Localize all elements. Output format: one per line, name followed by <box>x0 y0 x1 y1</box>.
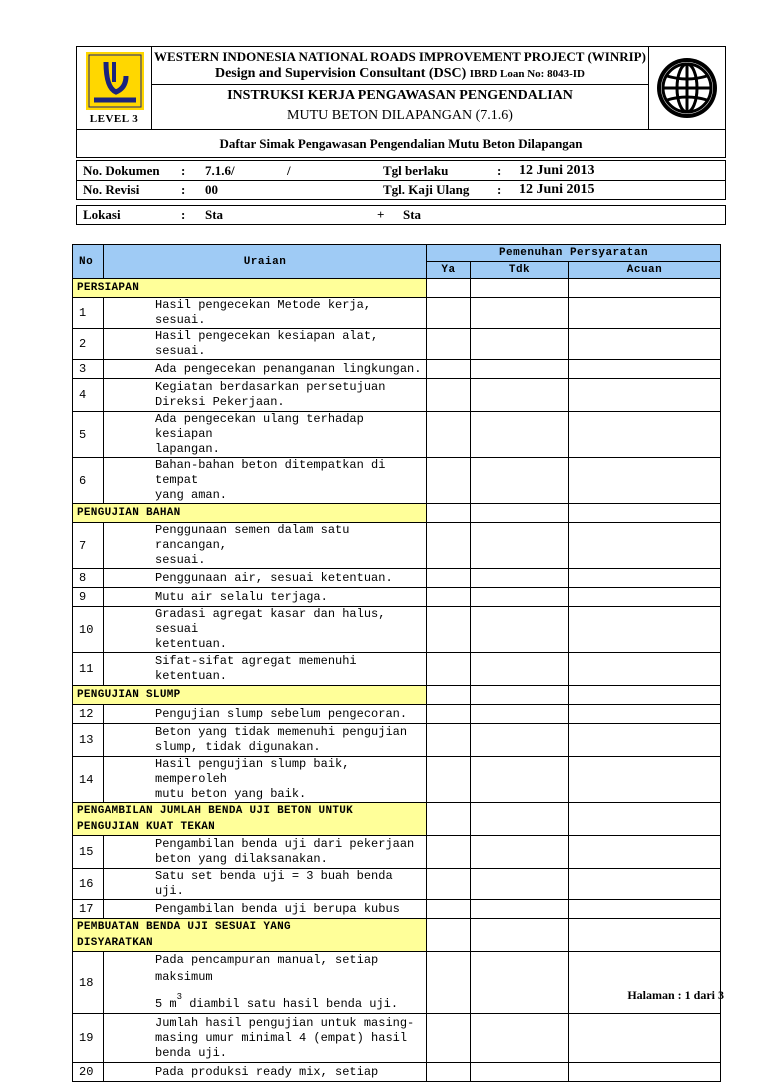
colon: : <box>181 182 186 197</box>
row-description: Hasil pengecekan Metode kerja, sesuai. <box>104 298 427 329</box>
row-description-line: Sifat-sifat agregat memenuhi <box>155 654 357 668</box>
row-number: 19 <box>73 1014 104 1063</box>
check-cell-acuan[interactable] <box>569 523 721 569</box>
header-divider <box>151 84 649 85</box>
check-cell-tdk[interactable] <box>471 298 569 329</box>
row-description-line: Pada pencampuran manual, setiap maksimum <box>155 953 379 984</box>
check-cell-acuan[interactable] <box>569 607 721 653</box>
review-date-label: Tgl. Kaji Ulang <box>383 182 470 197</box>
row-description: Hasil pengecekan kesiapan alat, sesuai. <box>104 329 427 360</box>
table-row <box>73 952 721 1014</box>
check-cell-ya[interactable] <box>427 523 471 569</box>
check-cell-ya[interactable] <box>427 869 471 900</box>
table-row <box>73 1063 721 1082</box>
header-no: No <box>73 245 104 279</box>
check-cell-tdk[interactable] <box>471 329 569 360</box>
check-cell-acuan[interactable] <box>569 1014 721 1063</box>
row-number: 11 <box>73 653 104 686</box>
row-description <box>104 724 427 757</box>
check-cell-tdk[interactable] <box>471 705 569 724</box>
header-acuan: Acuan <box>569 262 721 279</box>
pu-logo-icon <box>86 52 144 110</box>
check-cell-tdk[interactable] <box>471 412 569 458</box>
check-cell-acuan[interactable] <box>569 836 721 869</box>
check-cell-acuan[interactable] <box>569 686 721 705</box>
check-cell-acuan[interactable] <box>569 653 721 686</box>
logo-cell <box>77 47 152 129</box>
row-description: Satu set benda uji = 3 buah benda uji. <box>104 869 427 900</box>
row-description <box>104 1014 427 1063</box>
check-cell-tdk[interactable] <box>471 360 569 379</box>
review-date-value: 12 Juni 2015 <box>519 182 595 197</box>
row-description-line: sesuai. <box>155 553 206 567</box>
row-description <box>104 607 427 653</box>
row-description-line: benda uji. <box>155 1045 228 1060</box>
consultant-name: Design and Supervision Consultant (DSC) <box>214 66 467 81</box>
row-description <box>104 379 427 412</box>
header-ya: Ya <box>427 262 471 279</box>
section-title-line: PENGAMBILAN JUMLAH BENDA UJI BETON UNTUK <box>77 805 354 817</box>
effective-date-label: Tgl berlaku <box>383 163 449 178</box>
check-cell-ya[interactable] <box>427 412 471 458</box>
header-title-block <box>151 47 649 129</box>
row-description-line: Pengambilan benda uji dari pekerjaan <box>155 837 415 851</box>
check-cell-ya[interactable] <box>427 360 471 379</box>
check-cell-ya[interactable] <box>427 836 471 869</box>
section-title: PENGUJIAN SLUMP <box>73 686 427 705</box>
colon: : <box>497 182 502 197</box>
row-number: 14 <box>73 757 104 803</box>
table-row <box>73 379 721 412</box>
check-cell-tdk[interactable] <box>471 379 569 412</box>
document-info <box>76 160 726 200</box>
check-cell-ya[interactable] <box>427 298 471 329</box>
doc-number-label: No. Dokumen <box>83 163 160 178</box>
check-cell-tdk[interactable] <box>471 1014 569 1063</box>
header-uraian: Uraian <box>104 245 427 279</box>
document-header <box>76 46 726 130</box>
check-cell-tdk[interactable] <box>471 836 569 869</box>
row-number: 20 <box>73 1063 104 1082</box>
row-description <box>104 458 427 504</box>
row-number: 1 <box>73 298 104 329</box>
section-title-line: PENGUJIAN KUAT TEKAN <box>77 821 216 833</box>
volume-rest: diambil satu hasil benda uji. <box>182 997 399 1011</box>
check-cell-tdk[interactable] <box>471 523 569 569</box>
row-number: 15 <box>73 836 104 869</box>
check-cell-acuan[interactable] <box>569 869 721 900</box>
row-number: 12 <box>73 705 104 724</box>
revision-label: No. Revisi <box>83 182 140 197</box>
check-cell-ya[interactable] <box>427 504 471 523</box>
check-cell-tdk[interactable] <box>471 1063 569 1082</box>
check-cell-acuan[interactable] <box>569 724 721 757</box>
row-description-line: Ada pengecekan ulang terhadap kesiapan <box>155 412 364 441</box>
check-cell-acuan[interactable] <box>569 504 721 523</box>
table-row <box>73 900 721 919</box>
row-number: 5 <box>73 412 104 458</box>
check-cell-acuan[interactable] <box>569 298 721 329</box>
row-description-line: Kegiatan berdasarkan persetujuan <box>155 380 386 394</box>
row-description-line: Beton yang tidak memenuhi pengujian <box>155 725 408 739</box>
section-row <box>73 279 721 298</box>
section-row <box>73 803 721 836</box>
section-title: PENGUJIAN BAHAN <box>73 504 427 523</box>
row-number: 4 <box>73 379 104 412</box>
consultant-line <box>151 64 649 83</box>
row-description-line: lapangan. <box>155 442 220 456</box>
check-cell-ya[interactable] <box>427 329 471 360</box>
row-number: 17 <box>73 900 104 919</box>
row-description-line: ketentuan. <box>155 637 228 651</box>
doc-info-row-1 <box>77 161 725 181</box>
section-title-line: PEMBUATAN BENDA UJI SESUAI YANG <box>77 921 291 933</box>
table-row <box>73 523 721 569</box>
table-row <box>73 757 721 803</box>
row-description-line: beton yang dilaksanakan. <box>155 852 328 866</box>
check-cell-tdk[interactable] <box>471 607 569 653</box>
table-row <box>73 705 721 724</box>
checklist-subtitle: Daftar Simak Pengawasan Pengendalian Mutu Beton Dilapangan <box>76 130 726 158</box>
check-cell-ya[interactable] <box>427 588 471 607</box>
check-cell-acuan[interactable] <box>569 919 721 952</box>
superscript-3: 3 <box>176 992 183 1002</box>
section-row <box>73 919 721 952</box>
table-row <box>73 360 721 379</box>
check-cell-ya[interactable] <box>427 379 471 412</box>
check-cell-tdk[interactable] <box>471 900 569 919</box>
effective-date-value: 12 Juni 2013 <box>519 163 595 178</box>
check-cell-ya[interactable] <box>427 1014 471 1063</box>
check-cell-ya[interactable] <box>427 952 471 1014</box>
check-cell-acuan[interactable] <box>569 458 721 504</box>
row-description <box>104 523 427 569</box>
globe-cell <box>648 47 725 129</box>
check-cell-tdk[interactable] <box>471 803 569 836</box>
check-cell-ya[interactable] <box>427 1063 471 1082</box>
loan-number: IBRD Loan No: 8043-ID <box>469 68 585 80</box>
table-row <box>73 869 721 900</box>
row-description: Pengujian slump sebelum pengecoran. <box>104 705 427 724</box>
check-cell-tdk[interactable] <box>471 569 569 588</box>
check-cell-tdk[interactable] <box>471 279 569 298</box>
check-cell-acuan[interactable] <box>569 412 721 458</box>
row-description-line: Jumlah hasil pengujian untuk masing- <box>155 1015 415 1030</box>
row-number: 3 <box>73 360 104 379</box>
check-cell-tdk[interactable] <box>471 757 569 803</box>
check-cell-tdk[interactable] <box>471 724 569 757</box>
check-cell-tdk[interactable] <box>471 504 569 523</box>
section-title: PERSIAPAN <box>73 279 427 298</box>
row-description-line: Penggunaan semen dalam satu rancangan, <box>155 523 350 552</box>
table-row <box>73 569 721 588</box>
check-cell-acuan[interactable] <box>569 569 721 588</box>
header-pemenuhan: Pemenuhan Persyaratan <box>427 245 721 262</box>
row-description: Mutu air selalu terjaga. <box>104 588 427 607</box>
table-row <box>73 588 721 607</box>
section-title-line: DISYARATKAN <box>77 937 153 949</box>
row-number: 2 <box>73 329 104 360</box>
row-description-line: Hasil pengujian slump baik, memperoleh <box>155 757 350 786</box>
row-description-line: mutu beton yang baik. <box>155 787 307 801</box>
row-description-line: yang aman. <box>155 488 228 502</box>
row-number: 8 <box>73 569 104 588</box>
check-cell-ya[interactable] <box>427 458 471 504</box>
row-number: 7 <box>73 523 104 569</box>
instruction-title: INSTRUKSI KERJA PENGAWASAN PENGENDALIAN <box>227 88 573 103</box>
table-row <box>73 412 721 458</box>
table-row <box>73 607 721 653</box>
location-row <box>76 205 726 225</box>
sta-end-label: Sta <box>403 207 422 222</box>
check-cell-acuan[interactable] <box>569 757 721 803</box>
row-description <box>104 757 427 803</box>
row-number: 18 <box>73 952 104 1014</box>
header-tdk: Tdk <box>471 262 569 279</box>
check-cell-ya[interactable] <box>427 724 471 757</box>
section-title <box>73 919 427 952</box>
check-cell-acuan[interactable] <box>569 379 721 412</box>
row-description-line: ketentuan. <box>155 669 228 683</box>
check-cell-tdk[interactable] <box>471 869 569 900</box>
instruction-subtitle: MUTU BETON DILAPANGAN (7.1.6) <box>287 108 513 123</box>
check-cell-ya[interactable] <box>427 653 471 686</box>
row-description <box>104 653 427 686</box>
section-title <box>73 803 427 836</box>
row-description <box>104 952 427 1014</box>
check-cell-acuan[interactable] <box>569 705 721 724</box>
row-number: 9 <box>73 588 104 607</box>
row-number: 6 <box>73 458 104 504</box>
table-row <box>73 298 721 329</box>
row-description-line: Gradasi agregat kasar dan halus, sesuai <box>155 607 386 636</box>
row-description-line <box>155 986 422 1013</box>
check-cell-acuan[interactable] <box>569 1063 721 1082</box>
check-cell-ya[interactable] <box>427 705 471 724</box>
check-cell-tdk[interactable] <box>471 653 569 686</box>
table-row <box>73 329 721 360</box>
colon: : <box>181 163 186 178</box>
check-cell-tdk[interactable] <box>471 952 569 1014</box>
table-row <box>73 458 721 504</box>
check-cell-ya[interactable] <box>427 279 471 298</box>
section-row <box>73 504 721 523</box>
check-cell-ya[interactable] <box>427 569 471 588</box>
table-row <box>73 836 721 869</box>
check-cell-tdk[interactable] <box>471 919 569 952</box>
row-description: Penggunaan air, sesuai ketentuan. <box>104 569 427 588</box>
row-number: 10 <box>73 607 104 653</box>
row-description <box>104 836 427 869</box>
world-bank-globe-icon <box>655 56 719 120</box>
check-cell-acuan[interactable] <box>569 803 721 836</box>
check-cell-tdk[interactable] <box>471 458 569 504</box>
check-cell-acuan[interactable] <box>569 279 721 298</box>
check-cell-ya[interactable] <box>427 919 471 952</box>
check-cell-ya[interactable] <box>427 900 471 919</box>
row-description: Pada produksi ready mix, setiap <box>104 1063 427 1082</box>
table-row <box>73 724 721 757</box>
check-cell-acuan[interactable] <box>569 588 721 607</box>
row-description: Ada pengecekan penanganan lingkungan. <box>104 360 427 379</box>
doc-number-slash: / <box>287 163 291 178</box>
plus-sign: + <box>377 207 385 222</box>
row-description-line: masing umur minimal 4 (empat) hasil <box>155 1030 408 1045</box>
check-cell-acuan[interactable] <box>569 360 721 379</box>
check-cell-acuan[interactable] <box>569 900 721 919</box>
project-name: WESTERN INDONESIA NATIONAL ROADS IMPROVEMENT PROJECT (WINRIP) <box>154 49 646 64</box>
row-number: 13 <box>73 724 104 757</box>
check-cell-tdk[interactable] <box>471 686 569 705</box>
check-cell-ya[interactable] <box>427 607 471 653</box>
doc-info-row-2 <box>77 180 725 199</box>
volume-value: 5 m <box>155 997 177 1011</box>
row-number: 16 <box>73 869 104 900</box>
table-row <box>73 653 721 686</box>
check-cell-tdk[interactable] <box>471 588 569 607</box>
check-cell-acuan[interactable] <box>569 952 721 1014</box>
check-cell-ya[interactable] <box>427 686 471 705</box>
table-row <box>73 1014 721 1063</box>
row-description <box>104 412 427 458</box>
page-number: Halaman : 1 dari 3 <box>627 988 724 1002</box>
doc-number-value: 7.1.6/ <box>205 163 235 178</box>
row-description-line: Direksi Pekerjaan. <box>155 395 285 409</box>
row-description-line: slump, tidak digunakan. <box>155 740 321 754</box>
revision-value: 00 <box>205 182 218 197</box>
checklist-table <box>72 244 721 1082</box>
check-cell-ya[interactable] <box>427 803 471 836</box>
colon: : <box>181 207 186 222</box>
check-cell-ya[interactable] <box>427 757 471 803</box>
sta-start-label: Sta <box>205 207 224 222</box>
row-description-line: Bahan-bahan beton ditempatkan di tempat <box>155 458 386 487</box>
row-description: Pengambilan benda uji berupa kubus <box>104 900 427 919</box>
location-label: Lokasi <box>83 207 121 222</box>
level-label: LEVEL 3 <box>89 113 139 125</box>
section-row <box>73 686 721 705</box>
check-cell-acuan[interactable] <box>569 329 721 360</box>
colon: : <box>497 163 502 178</box>
